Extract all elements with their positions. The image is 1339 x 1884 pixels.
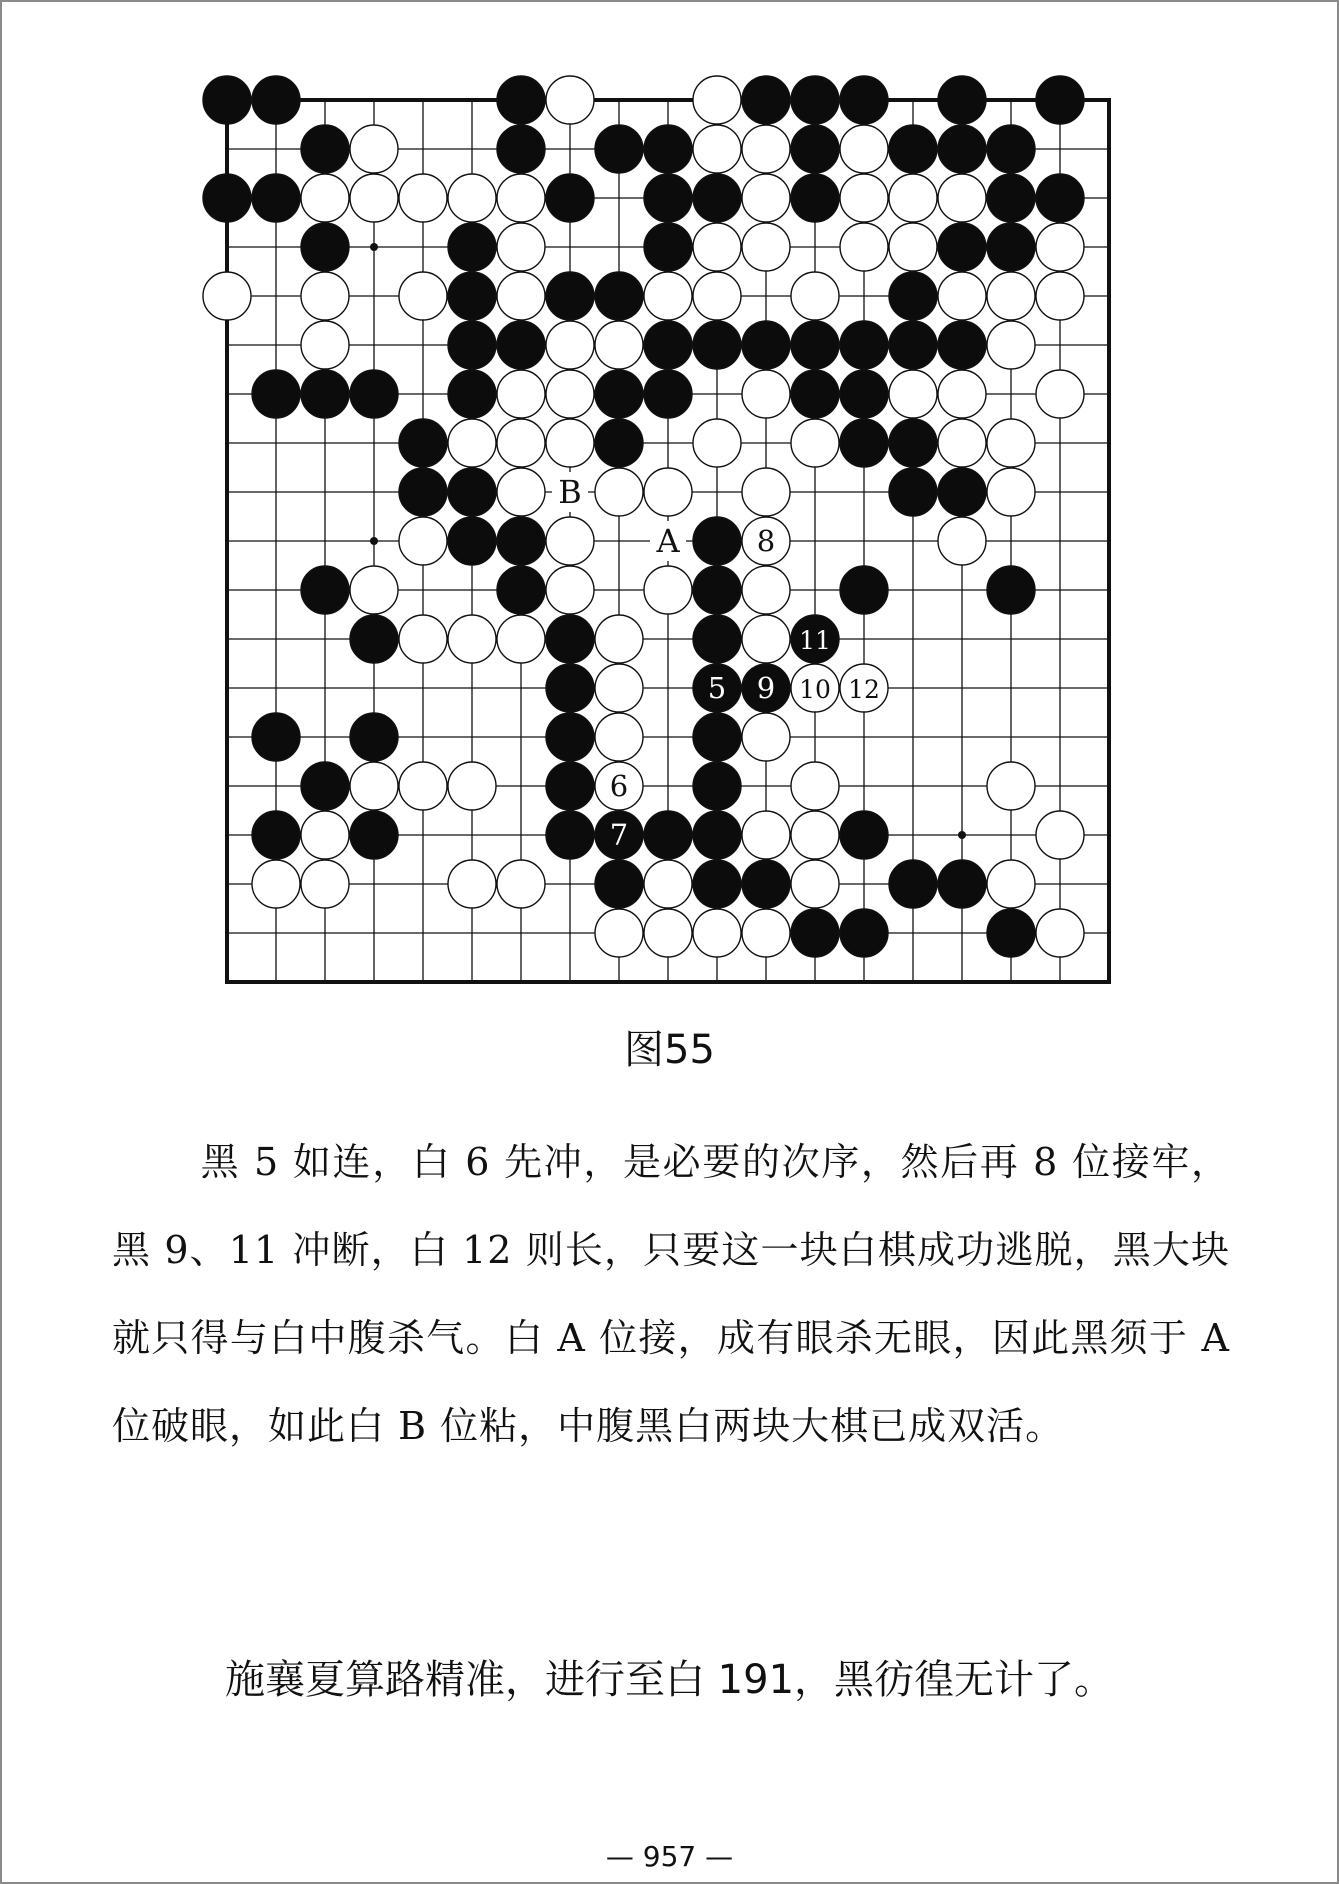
white-stone: [889, 370, 937, 418]
black-stone: [840, 321, 888, 369]
black-stone: [693, 811, 741, 859]
black-stone: [987, 566, 1035, 614]
black-stone: [301, 566, 349, 614]
black-stone: [448, 468, 496, 516]
white-stone: [448, 860, 496, 908]
white-stone: [399, 762, 447, 810]
white-stone: [840, 174, 888, 222]
move-number-label: 9: [756, 671, 776, 705]
white-stone: [448, 174, 496, 222]
white-stone: [595, 321, 643, 369]
white-stone: [595, 664, 643, 712]
black-stone: [595, 370, 643, 418]
black-stone: [497, 76, 545, 124]
black-stone: [350, 811, 398, 859]
white-stone: [1036, 223, 1084, 271]
black-stone: [791, 370, 839, 418]
black-stone: [693, 174, 741, 222]
black-stone: [791, 125, 839, 173]
black-stone: [350, 713, 398, 761]
white-stone: [840, 125, 888, 173]
black-stone: [497, 566, 545, 614]
white-stone: [742, 811, 790, 859]
remark-line: 施襄夏算路精准，进行至白 191，黑彷徨无计了。: [224, 1657, 1115, 1703]
move-number-label: 12: [848, 675, 880, 704]
white-stone: [644, 468, 692, 516]
white-stone: [350, 174, 398, 222]
white-stone: [938, 370, 986, 418]
black-stone: [644, 223, 692, 271]
white-stone: [889, 223, 937, 271]
white-stone: [791, 762, 839, 810]
black-stone: [938, 125, 986, 173]
move-number-label: 7: [609, 818, 629, 852]
white-stone: [448, 419, 496, 467]
black-stone: [448, 272, 496, 320]
white-stone: [497, 223, 545, 271]
white-stone: [987, 419, 1035, 467]
move-number-label: 6: [609, 769, 629, 803]
black-stone: [546, 713, 594, 761]
star-point: [370, 537, 378, 545]
point-letter-label: A: [656, 522, 680, 560]
black-stone: [350, 370, 398, 418]
white-stone: [742, 370, 790, 418]
white-stone: [987, 321, 1035, 369]
paragraph-text: 黑 5 如连，白 6 先冲，是必要的次序，然后再 8 位接牢，黑 9、11 冲断，白 12 则长，只要这一块白棋成功逃脱，黑大块就只得与白中腹杀气。白 A 位接，成有眼杀无眼，因此黑须于 A 位破眼，如此白 B 位粘，中腹黑白两块大棋已成双活。: [112, 1140, 1230, 1448]
black-stone: [301, 762, 349, 810]
white-stone: [399, 615, 447, 663]
white-stone: [644, 860, 692, 908]
white-stone: [1036, 370, 1084, 418]
black-stone: [644, 811, 692, 859]
black-stone: [644, 125, 692, 173]
black-stone: [889, 321, 937, 369]
black-stone: [644, 174, 692, 222]
white-stone: [938, 272, 986, 320]
black-stone: [252, 174, 300, 222]
white-stone: [987, 468, 1035, 516]
white-stone: [791, 419, 839, 467]
black-stone: [595, 419, 643, 467]
black-stone: [595, 272, 643, 320]
white-stone: [448, 615, 496, 663]
black-stone: [448, 370, 496, 418]
black-stone: [693, 517, 741, 565]
white-stone: [399, 272, 447, 320]
black-stone: [938, 860, 986, 908]
star-point: [370, 243, 378, 251]
black-stone: [840, 811, 888, 859]
move-number-label: 11: [799, 626, 831, 655]
white-stone: [350, 125, 398, 173]
black-stone: [693, 762, 741, 810]
black-stone: [742, 76, 790, 124]
white-stone: [742, 615, 790, 663]
black-stone: [938, 76, 986, 124]
black-stone: [938, 223, 986, 271]
white-stone: [889, 174, 937, 222]
black-stone: [693, 321, 741, 369]
black-stone: [742, 321, 790, 369]
black-stone: [987, 174, 1035, 222]
black-stone: [938, 321, 986, 369]
white-stone: [595, 468, 643, 516]
white-stone: [644, 909, 692, 957]
black-stone: [938, 468, 986, 516]
white-stone: [1036, 811, 1084, 859]
white-stone: [448, 762, 496, 810]
white-stone: [546, 76, 594, 124]
black-stone: [301, 370, 349, 418]
black-stone: [448, 517, 496, 565]
black-stone: [497, 321, 545, 369]
white-stone: [840, 223, 888, 271]
white-stone: [301, 272, 349, 320]
black-stone: [301, 125, 349, 173]
white-stone: [350, 762, 398, 810]
white-stone: [693, 125, 741, 173]
white-stone: [938, 174, 986, 222]
black-stone: [546, 762, 594, 810]
star-point: [958, 831, 966, 839]
white-stone: [693, 419, 741, 467]
black-stone: [693, 860, 741, 908]
white-stone: [693, 909, 741, 957]
white-stone: [693, 272, 741, 320]
white-stone: [742, 468, 790, 516]
white-stone: [742, 125, 790, 173]
white-stone: [546, 517, 594, 565]
white-stone: [938, 517, 986, 565]
white-stone: [546, 566, 594, 614]
white-stone: [742, 909, 790, 957]
black-stone: [203, 76, 251, 124]
white-stone: [791, 811, 839, 859]
white-stone: [1036, 272, 1084, 320]
black-stone: [840, 909, 888, 957]
black-stone: [546, 664, 594, 712]
black-stone: [791, 76, 839, 124]
white-stone: [595, 909, 643, 957]
white-stone: [497, 370, 545, 418]
black-stone: [693, 566, 741, 614]
white-stone: [595, 615, 643, 663]
white-stone: [791, 860, 839, 908]
black-stone: [889, 860, 937, 908]
white-stone: [938, 419, 986, 467]
white-stone: [546, 321, 594, 369]
black-stone: [1036, 76, 1084, 124]
black-stone: [889, 419, 937, 467]
black-stone: [546, 811, 594, 859]
black-stone: [252, 713, 300, 761]
black-stone: [644, 321, 692, 369]
white-stone: [791, 272, 839, 320]
black-stone: [252, 811, 300, 859]
white-stone: [497, 419, 545, 467]
black-stone: [546, 615, 594, 663]
white-stone: [987, 762, 1035, 810]
white-stone: [497, 468, 545, 516]
white-stone: [203, 272, 251, 320]
white-stone: [252, 860, 300, 908]
black-stone: [987, 125, 1035, 173]
black-stone: [840, 419, 888, 467]
white-stone: [742, 713, 790, 761]
black-stone: [987, 223, 1035, 271]
page-number: — 957 —: [605, 1840, 734, 1873]
white-stone: [399, 517, 447, 565]
black-stone: [840, 76, 888, 124]
commentary-paragraph: [112, 1118, 1230, 1470]
white-stone: [497, 615, 545, 663]
white-stone: [644, 272, 692, 320]
black-stone: [595, 860, 643, 908]
white-stone: [742, 174, 790, 222]
white-stone: [693, 223, 741, 271]
move-number-label: 8: [756, 524, 776, 558]
white-stone: [497, 860, 545, 908]
white-stone: [742, 223, 790, 271]
white-stone: [399, 174, 447, 222]
white-stone: [301, 174, 349, 222]
black-stone: [350, 615, 398, 663]
black-stone: [889, 125, 937, 173]
move-number-label: 5: [707, 671, 727, 705]
black-stone: [987, 909, 1035, 957]
point-letter-label: B: [558, 473, 582, 511]
black-stone: [889, 468, 937, 516]
white-stone: [595, 713, 643, 761]
black-stone: [840, 370, 888, 418]
white-stone: [987, 272, 1035, 320]
black-stone: [742, 860, 790, 908]
white-stone: [546, 419, 594, 467]
black-stone: [595, 125, 643, 173]
black-stone: [791, 321, 839, 369]
black-stone: [497, 125, 545, 173]
white-stone: [1036, 909, 1084, 957]
black-stone: [399, 468, 447, 516]
black-stone: [252, 76, 300, 124]
black-stone: [889, 272, 937, 320]
black-stone: [693, 713, 741, 761]
white-stone: [987, 860, 1035, 908]
black-stone: [203, 174, 251, 222]
white-stone: [301, 321, 349, 369]
figure-caption: 图55: [624, 1027, 715, 1073]
black-stone: [497, 517, 545, 565]
white-stone: [693, 76, 741, 124]
black-stone: [448, 321, 496, 369]
black-stone: [1036, 174, 1084, 222]
black-stone: [840, 566, 888, 614]
move-number-label: 10: [799, 675, 831, 704]
white-stone: [301, 811, 349, 859]
black-stone: [448, 223, 496, 271]
black-stone: [644, 370, 692, 418]
black-stone: [693, 615, 741, 663]
black-stone: [399, 419, 447, 467]
black-stone: [301, 223, 349, 271]
black-stone: [791, 909, 839, 957]
white-stone: [497, 174, 545, 222]
black-stone: [546, 174, 594, 222]
black-stone: [252, 370, 300, 418]
white-stone: [350, 566, 398, 614]
black-stone: [791, 174, 839, 222]
white-stone: [742, 566, 790, 614]
white-stone: [301, 860, 349, 908]
white-stone: [546, 370, 594, 418]
white-stone: [497, 272, 545, 320]
white-stone: [644, 566, 692, 614]
black-stone: [546, 272, 594, 320]
